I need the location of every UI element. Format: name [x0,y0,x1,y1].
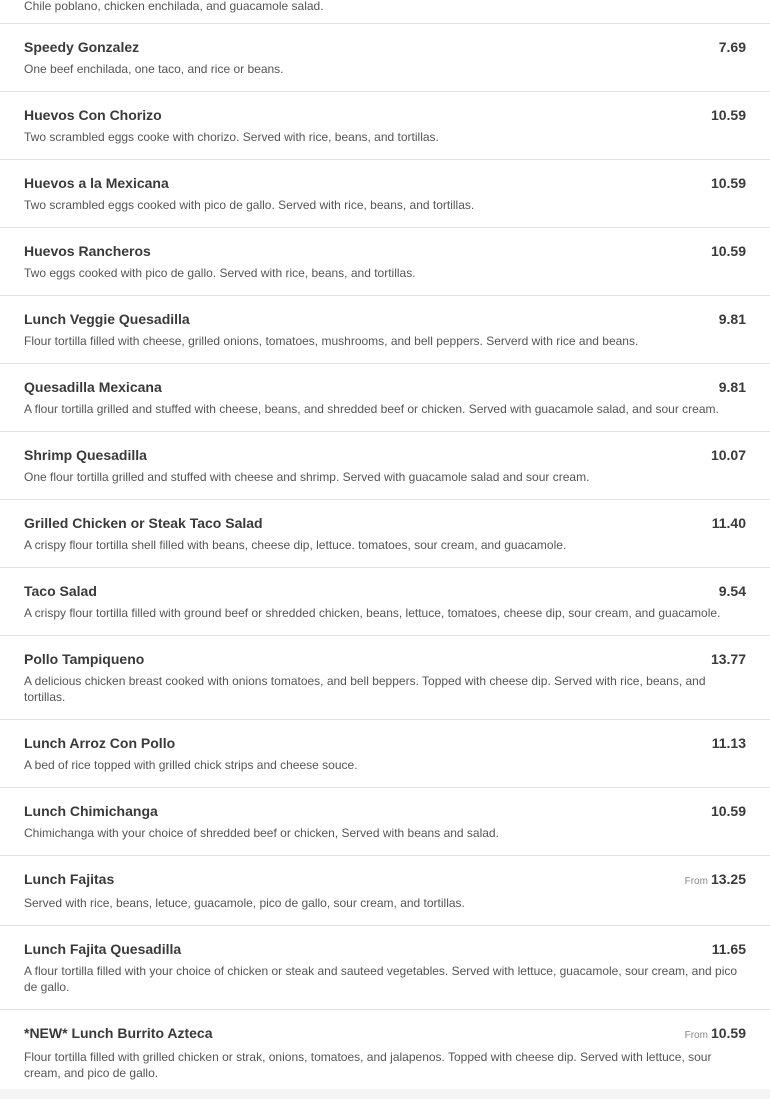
item-description: A delicious chicken breast cooked with onions tomatoes, and bell beppers. Topped with cheese dip. Served with rice, beans, and tortillas. [24,674,706,704]
menu-item-header [24,38,746,57]
menu-item-header [24,650,746,669]
menu-item-header [24,734,746,753]
price-from-label: From [684,876,708,887]
menu-item[interactable] [0,926,770,1010]
item-price: 9.81 [718,379,746,395]
item-name: Lunch Fajitas [24,871,115,887]
menu-item-header [24,174,746,193]
menu-item-partial[interactable] [0,0,770,24]
item-name: Huevos Con Chorizo [24,107,162,123]
menu-item[interactable] [0,856,770,926]
item-price-group [711,175,746,193]
menu-item[interactable] [0,24,770,92]
menu-item[interactable] [0,160,770,228]
item-price: 9.81 [718,311,746,327]
item-description: Flour tortilla filled with cheese, grilled onions, tomatoes, mushrooms, and bell peppers. Serverd with rice and beans. [24,334,639,348]
menu-item-header [24,870,746,889]
item-description: Served with rice, beans, letuce, guacamole, pico de gallo, sour cream, and tortillas. [24,896,465,910]
menu-item[interactable] [0,788,770,856]
menu-item-header [24,378,746,397]
item-price-group [719,379,746,397]
menu-item[interactable] [0,92,770,160]
item-name: *NEW* Lunch Burrito Azteca [24,1025,213,1041]
item-price-group [719,39,746,57]
item-name: Quesadilla Mexicana [24,379,162,395]
menu-item[interactable] [0,636,770,720]
item-price-group [685,871,746,889]
item-name: Huevos a la Mexicana [24,175,169,191]
footer-band [0,1089,770,1099]
item-name: Grilled Chicken or Steak Taco Salad [24,515,263,531]
menu-item[interactable] [0,500,770,568]
item-price-group [719,583,746,601]
menu-item-header [24,582,746,601]
item-price-group [712,515,746,533]
price-from-label: From [684,1030,708,1041]
item-description: One beef enchilada, one taco, and rice or beans. [24,62,284,76]
item-name: Shrimp Quesadilla [24,447,147,463]
item-description: A flour tortilla grilled and stuffed with cheese, beans, and shredded beef or chicken. Served with guacamole salad, and sour cream. [24,402,719,416]
item-price-group [711,447,746,465]
item-price-group [719,311,746,329]
menu-item[interactable] [0,432,770,500]
item-price-group [712,735,746,753]
menu-item-header [24,802,746,821]
item-price: 10.59 [710,803,746,819]
item-price: 10.59 [710,175,746,191]
item-price: 9.54 [718,583,746,599]
item-description: One flour tortilla grilled and stuffed with cheese and shrimp. Served with guacamole salad and sour cream. [24,470,590,484]
menu-item-header [24,310,746,329]
item-name: Lunch Chimichanga [24,803,158,819]
menu-item[interactable] [0,296,770,364]
item-price: 10.59 [710,107,746,123]
item-price-group [711,243,746,261]
item-price-group [711,803,746,821]
menu-item[interactable] [0,1010,770,1096]
item-description: A crispy flour tortilla filled with ground beef or shredded chicken, beans, lettuce, tomatoes, cheese dip, sour cream, and guacamole. [24,606,721,620]
item-name: Lunch Veggie Quesadilla [24,311,190,327]
item-description: Two scrambled eggs cooked with pico de gallo. Served with rice, beans, and tortillas. [24,198,475,212]
item-name: Taco Salad [24,583,97,599]
item-description: Two eggs cooked with pico de gallo. Served with rice, beans, and tortillas. [24,266,416,280]
menu-item-header [24,106,746,125]
item-price-group [685,1025,746,1043]
menu-item[interactable] [0,228,770,296]
item-description: Chile poblano, chicken enchilada, and guacamole salad. [24,0,324,13]
item-price: 10.59 [710,1025,746,1041]
item-price: 11.65 [711,941,746,957]
item-description: A crispy flour tortilla shell filled with beans, cheese dip, lettuce. tomatoes, sour cream, and guacamole. [24,538,567,552]
menu-item-header [24,242,746,261]
item-description: A flour tortilla filled with your choice of chicken or steak and sauteed vegetables. Served with lettuce, guacamole, sour cream, and pico de gallo. [24,964,738,994]
item-price: 13.25 [710,871,746,887]
item-name: Lunch Arroz Con Pollo [24,735,176,751]
item-price-group [711,651,746,669]
item-name: Speedy Gonzalez [24,39,140,55]
item-price: 10.07 [710,447,746,463]
item-price: 7.69 [718,39,746,55]
menu-item-header [24,1024,746,1043]
menu-item-header [24,446,746,465]
item-price: 13.77 [710,651,746,667]
menu-item-header [24,940,746,959]
item-price-group [712,941,746,959]
item-description: A bed of rice topped with grilled chick strips and cheese souce. [24,758,358,772]
item-description: Flour tortilla filled with grilled chicken or strak, onions, tomatoes, and jalapenos. Topped with cheese dip. Served with lettuce, sour cream, and pico de gallo. [24,1050,712,1080]
item-price-group [711,107,746,125]
item-name: Lunch Fajita Quesadilla [24,941,182,957]
menu-item-header [24,514,746,533]
item-price: 11.40 [711,515,746,531]
item-name: Pollo Tampiqueno [24,651,145,667]
item-price: 10.59 [710,243,746,259]
menu-item[interactable] [0,720,770,788]
item-description: Chimichanga with your choice of shredded beef or chicken, Served with beans and salad. [24,826,499,840]
item-price: 11.13 [711,735,746,751]
item-description: Two scrambled eggs cooke with chorizo. Served with rice, beans, and tortillas. [24,130,439,144]
item-name: Huevos Rancheros [24,243,151,259]
menu-item[interactable] [0,364,770,432]
menu-item[interactable] [0,568,770,636]
